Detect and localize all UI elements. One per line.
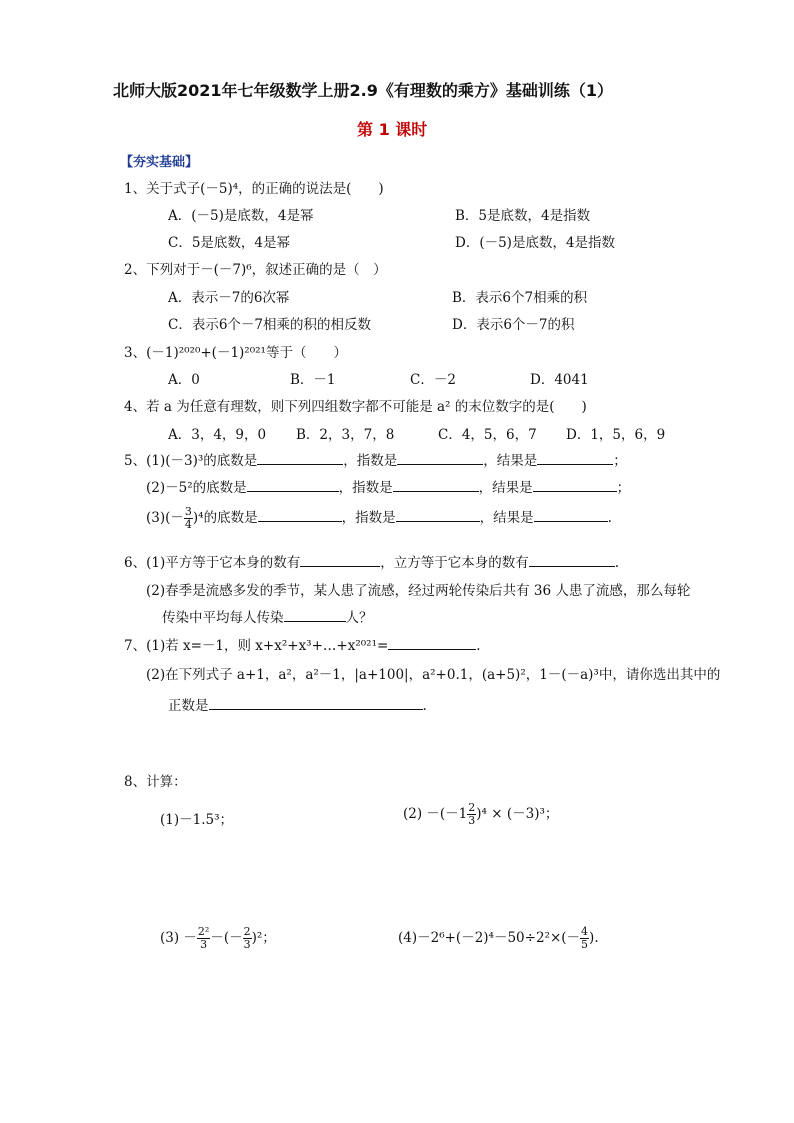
answer-blank[interactable] xyxy=(529,553,615,567)
answer-blank[interactable] xyxy=(393,478,479,492)
answer-blank[interactable] xyxy=(257,451,343,465)
question-1-option-a: A．(－5)是底数，4是幂 xyxy=(168,208,314,224)
question-1-option-d: D．(－5)是底数，4是指数 xyxy=(455,235,616,251)
answer-blank[interactable] xyxy=(284,608,346,622)
question-2-stem: 2、下列对于－(－7)⁶，叙述正确的是（ ） xyxy=(124,262,387,278)
question-8-part-4: (4)－2⁶+(－2)⁴－50÷2²×(－ $\frac{4}{5}$ ). xyxy=(398,925,599,951)
answer-blank[interactable] xyxy=(209,696,423,710)
fraction: $\frac{2}{3}$ xyxy=(468,801,476,827)
answer-blank[interactable] xyxy=(537,451,613,465)
page-title: 北师大版2021年七年级数学上册2.9《有理数的乘方》基础训练（1） xyxy=(113,81,614,100)
question-6-line-1: 6、(1)平方等于它本身的数有 ，立方等于它本身的数有 . xyxy=(124,555,620,571)
section-heading: 【夯实基础】 xyxy=(120,155,199,170)
page-subtitle: 第 1 课时 xyxy=(357,120,428,139)
fraction: $\frac{3}{4}$ xyxy=(184,505,192,531)
question-6-line-2: (2)春季是流感多发的季节，某人患了流感，经过两轮传染后共有 36 人患了流感，那么每轮 xyxy=(146,583,691,599)
question-5-line-1: 5、(1)(－3)³的底数是 ，指数是 ，结果是 ； xyxy=(124,453,627,469)
question-3-option-a: A．0 xyxy=(168,372,200,388)
answer-blank[interactable] xyxy=(534,508,608,522)
fraction: $\frac{\text{2²}}{3}$ xyxy=(197,925,210,951)
question-8-part-1: (1)－1.5³； xyxy=(160,812,234,828)
question-1-option-c: C．5是底数，4是幂 xyxy=(168,235,291,251)
question-4-option-b: B．2，3，7，8 xyxy=(296,427,395,443)
question-4-option-a: A．3，4，9，0 xyxy=(168,427,267,443)
question-4-option-d: D．1，5，6，9 xyxy=(566,427,666,443)
question-7-line-2: (2)在下列式子 a+1，a²，a²－1，|a+100|，a²+0.1，(a+5)²，1－(－a)³中，请你选出其中的 xyxy=(146,667,721,683)
question-2-option-d: D．表示6个－7的积 xyxy=(452,317,575,333)
answer-blank[interactable] xyxy=(247,478,339,492)
question-7-line-3: 正数是 . xyxy=(168,698,427,714)
question-3-option-b: B．－1 xyxy=(290,372,336,388)
question-8-part-3: (3) － $\frac{\text{2²}}{3}$ －(－ $\frac{2}{3}$ )²； xyxy=(160,925,276,951)
question-1-option-b: B．5是底数，4是指数 xyxy=(455,208,591,224)
question-5-line-3: (3)(－ $\frac{3}{4}$ )⁴的底数是 ，指数是 ，结果是 . xyxy=(146,505,612,531)
question-2-option-a: A．表示－7的6次幂 xyxy=(168,290,290,306)
question-5-line-2: (2)－5²的底数是 ，指数是 ，结果是 ； xyxy=(146,480,631,496)
question-2-option-b: B．表示6个7相乘的积 xyxy=(452,290,588,306)
question-4-option-c: C．4，5，6，7 xyxy=(438,427,537,443)
answer-blank[interactable] xyxy=(258,508,342,522)
answer-blank[interactable] xyxy=(533,478,617,492)
question-1-stem: 1、关于式子(－5)⁴，的正确的说法是( ) xyxy=(124,181,384,197)
question-4-stem: 4、若 a 为任意有理数，则下列四组数字都不可能是 a² 的末位数字的是( ) xyxy=(124,399,587,415)
question-3-option-c: C．－2 xyxy=(410,372,456,388)
question-8-part-2: (2) －(－1 $\frac{2}{3}$ )⁴ × (－3)³； xyxy=(403,801,559,827)
question-6-line-3: 传染中平均每人传染 人？ xyxy=(162,610,373,626)
answer-blank[interactable] xyxy=(300,553,380,567)
fraction: $\frac{2}{3}$ xyxy=(243,925,251,951)
question-2-option-c: C．表示6个－7相乘的积的相反数 xyxy=(168,317,372,333)
answer-blank[interactable] xyxy=(396,508,480,522)
question-7-line-1: 7、(1)若 x=－1，则 x+x²+x³+…+x²⁰²¹= . xyxy=(124,638,481,654)
question-3-stem: 3、(－1)²⁰²⁰+(－1)²⁰²¹等于（ ） xyxy=(124,345,347,361)
answer-blank[interactable] xyxy=(397,451,483,465)
question-3-option-d: D．4041 xyxy=(530,372,589,388)
answer-blank[interactable] xyxy=(388,636,476,650)
fraction: $\frac{4}{5}$ xyxy=(581,925,589,951)
question-8-stem: 8、计算： xyxy=(124,774,187,790)
